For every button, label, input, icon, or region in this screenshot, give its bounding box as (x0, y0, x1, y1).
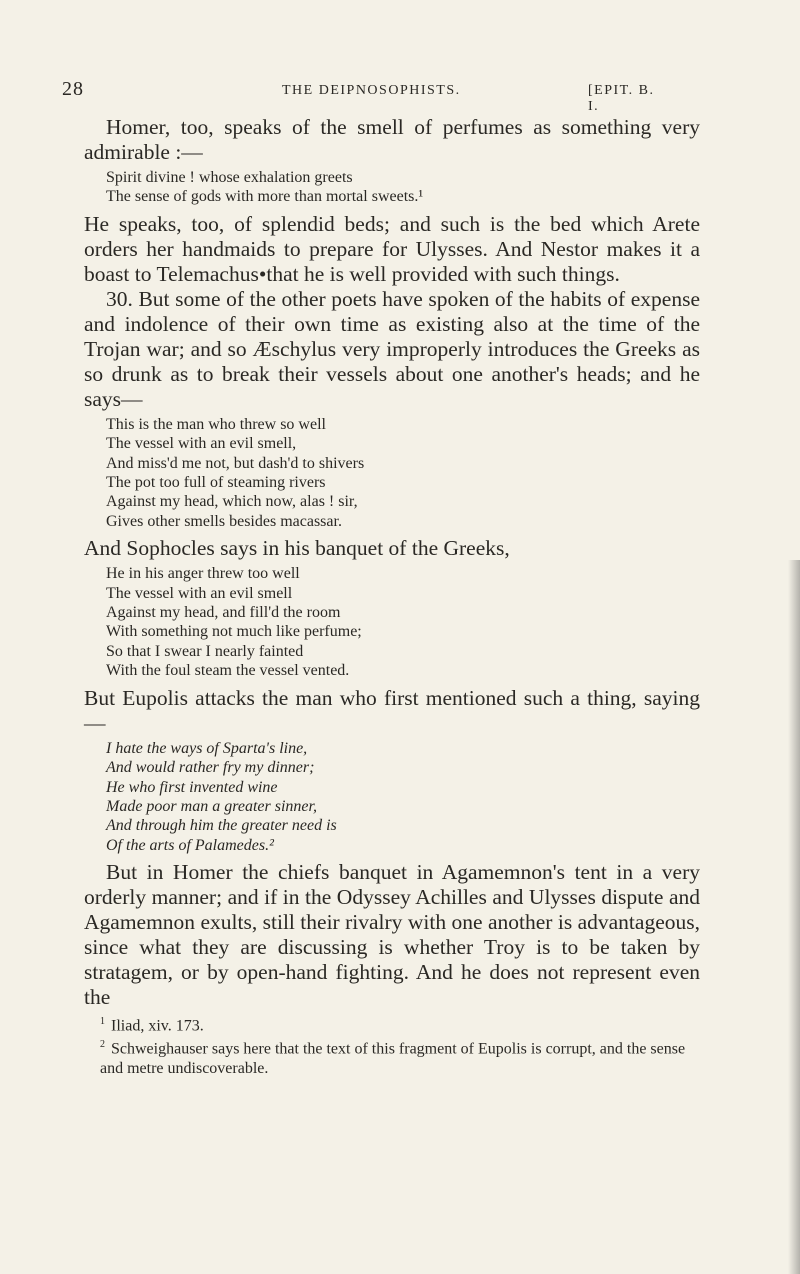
verse-line: With the foul steam the vessel vented. (106, 662, 350, 680)
verse-quote-sophocles (106, 564, 700, 680)
verse-line: And miss'd me not, but dash'd to shivers (106, 454, 365, 472)
verse-line: The vessel with an evil smell (106, 584, 293, 602)
verse-line: He who first invented wine (106, 778, 278, 796)
page-body (84, 115, 700, 1078)
footnote (84, 1035, 700, 1077)
page-edge-shadow (788, 560, 800, 1274)
verse-line: Against my head, which now, alas ! sir, (106, 493, 358, 511)
paragraph-homer-perfumes: Homer, too, speaks of the smell of perfumes as something very admirable :— (84, 115, 700, 164)
verse-line: Against my head, and fill'd the room (106, 604, 341, 622)
verse-line: The sense of gods with more than mortal sweets.¹ (106, 188, 424, 206)
verse-line: I hate the ways of Sparta's line, (106, 739, 308, 757)
running-title: THE DEIPNOSOPHISTS. (282, 83, 461, 98)
verse-line: And would rather fry my dinner; (106, 759, 315, 777)
verse-line: With something not much like perfume; (106, 623, 362, 641)
paragraph-splendid-beds: He speaks, too, of splendid beds; and such is the bed which Arete orders her handmaids to prepare for Ulysses. And Nestor makes it a boast to Telemachus•that he is well provided with such things. (84, 211, 700, 286)
page-number: 28 (62, 78, 84, 100)
paragraph-section-30: 30. But some of the other poets have spoken of the habits of expense and indolence of their own time as existing also at the time of the Trojan war; and so Æschylus very improperly introduces the Greeks as so drunk as to break their vessels about one another's heads; and he says— (84, 286, 700, 411)
running-section: [EPIT. B. I. (588, 83, 655, 114)
verse-line: Of the arts of Palamedes.² (106, 836, 274, 854)
paragraph-eupolis: But Eupolis attacks the man who first mentioned such a thing, saying— (84, 685, 700, 735)
footnote-text: Iliad, xiv. 173. (111, 1017, 204, 1035)
verse-line: He in his anger threw too well (106, 565, 300, 583)
verse-quote-eupolis (106, 739, 700, 855)
footnote-mark: 1 (100, 1016, 105, 1028)
footnotes (84, 1012, 700, 1078)
verse-line: So that I swear I nearly fainted (106, 642, 304, 660)
running-head (62, 78, 662, 114)
verse-line: Gives other smells besides macassar. (106, 512, 342, 530)
verse-quote-iliad (106, 168, 700, 207)
verse-line: The pot too full of steaming rivers (106, 474, 326, 492)
verse-line: And through him the greater need is (106, 817, 337, 835)
footnote-mark: 2 (100, 1039, 105, 1051)
paragraph-sophocles: And Sophocles says in his banquet of the Greeks, (84, 536, 510, 561)
verse-line: Spirit divine ! whose exhalation greets (106, 169, 353, 186)
verse-line: The vessel with an evil smell, (106, 435, 297, 453)
footnote (84, 1012, 700, 1035)
paragraph-homer-chiefs: But in Homer the chiefs banquet in Agamemnon's tent in a very orderly manner; and if in the Odyssey Achilles and Ulysses dispute and Agamemnon exults, still their rivalry with one another is advantageous, since what they are discussing is whether Troy is to be taken by stratagem, or by open-hand fighting. And he does not represent even the (84, 860, 700, 1010)
footnote-text: Schweighauser says here that the text of this fragment of Eupolis is corrupt, and the sense and metre undiscoverable. (100, 1040, 686, 1077)
verse-quote-aeschylus (106, 415, 700, 531)
verse-line: Made poor man a greater sinner, (106, 797, 317, 815)
verse-line: This is the man who threw so well (106, 415, 326, 433)
